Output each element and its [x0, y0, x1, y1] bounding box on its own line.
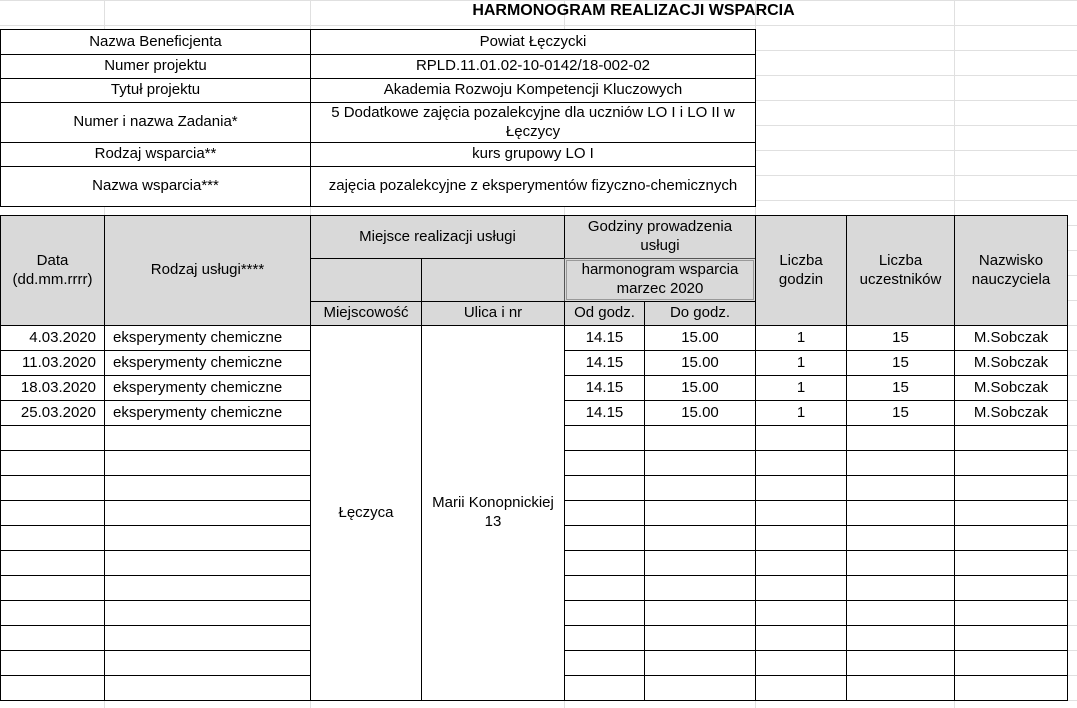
- info-label[interactable]: Rodzaj wsparcia**: [0, 142, 311, 167]
- table-cell-od[interactable]: [564, 550, 645, 576]
- table-cell-godzin[interactable]: [755, 550, 847, 576]
- table-cell-do[interactable]: [644, 425, 756, 451]
- table-cell-uczestnikow[interactable]: [846, 600, 955, 626]
- table-cell-uczestnikow[interactable]: [846, 550, 955, 576]
- header-miejscowosc[interactable]: Miejscowość: [310, 301, 422, 326]
- table-cell-data[interactable]: [0, 450, 105, 476]
- table-cell-uczestnikow[interactable]: [846, 475, 955, 501]
- table-cell-nauczyciel[interactable]: [954, 550, 1068, 576]
- header-do-godz[interactable]: Do godz.: [644, 301, 756, 326]
- table-cell-data[interactable]: [0, 475, 105, 501]
- table-cell-rodzaj[interactable]: [104, 475, 311, 501]
- table-cell-data[interactable]: 18.03.2020: [0, 375, 105, 401]
- table-cell-od[interactable]: [564, 450, 645, 476]
- header-liczba-godzin[interactable]: Liczba godzin: [755, 215, 847, 326]
- table-cell-do[interactable]: [644, 475, 756, 501]
- table-cell-od[interactable]: [564, 675, 645, 701]
- table-cell-do[interactable]: 15.00: [644, 325, 756, 351]
- table-cell-rodzaj[interactable]: [104, 675, 311, 701]
- table-cell-do[interactable]: [644, 600, 756, 626]
- table-cell-rodzaj[interactable]: [104, 575, 311, 601]
- header-nazwisko-nauczyciela[interactable]: Nazwisko nauczyciela: [954, 215, 1068, 326]
- table-cell-rodzaj[interactable]: [104, 525, 311, 551]
- table-cell-data[interactable]: [0, 500, 105, 526]
- table-cell-do[interactable]: [644, 650, 756, 676]
- header-od-godz[interactable]: Od godz.: [564, 301, 645, 326]
- table-cell-uczestnikow[interactable]: [846, 675, 955, 701]
- header-ulica[interactable]: Ulica i nr: [421, 301, 565, 326]
- cell-ulica[interactable]: Marii Konopnickiej 13: [421, 325, 565, 701]
- table-cell-nauczyciel[interactable]: [954, 675, 1068, 701]
- table-cell-od[interactable]: 14.15: [564, 350, 645, 376]
- gridline-h: [0, 25, 1077, 26]
- table-cell-uczestnikow[interactable]: 15: [846, 375, 955, 401]
- table-cell-data[interactable]: [0, 650, 105, 676]
- table-cell-godzin[interactable]: [755, 475, 847, 501]
- table-cell-nauczyciel[interactable]: M.Sobczak: [954, 375, 1068, 401]
- table-cell-nauczyciel[interactable]: [954, 625, 1068, 651]
- info-label[interactable]: Numer i nazwa Zadania*: [0, 102, 311, 143]
- table-cell-od[interactable]: [564, 500, 645, 526]
- table-cell-data[interactable]: [0, 600, 105, 626]
- table-cell-od[interactable]: [564, 650, 645, 676]
- table-cell-do[interactable]: [644, 450, 756, 476]
- table-cell-uczestnikow[interactable]: [846, 575, 955, 601]
- table-cell-do[interactable]: [644, 550, 756, 576]
- table-cell-godzin[interactable]: 1: [755, 325, 847, 351]
- table-cell-nauczyciel[interactable]: [954, 575, 1068, 601]
- table-cell-rodzaj[interactable]: [104, 650, 311, 676]
- info-value[interactable]: zajęcia pozalekcyjne z eksperymentów fizyczno-chemicznych: [310, 166, 756, 207]
- table-cell-rodzaj[interactable]: eksperymenty chemiczne: [104, 325, 311, 351]
- info-value[interactable]: Powiat Łęczycki: [310, 29, 756, 55]
- info-label[interactable]: Tytuł projektu: [0, 78, 311, 103]
- table-cell-data[interactable]: [0, 525, 105, 551]
- table-cell-uczestnikow[interactable]: [846, 500, 955, 526]
- table-cell-nauczyciel[interactable]: [954, 425, 1068, 451]
- table-cell-uczestnikow[interactable]: 15: [846, 325, 955, 351]
- table-cell-data[interactable]: [0, 625, 105, 651]
- table-cell-godzin[interactable]: 1: [755, 375, 847, 401]
- table-cell-uczestnikow[interactable]: [846, 650, 955, 676]
- table-cell-nauczyciel[interactable]: M.Sobczak: [954, 350, 1068, 376]
- table-cell-data[interactable]: [0, 550, 105, 576]
- table-cell-godzin[interactable]: 1: [755, 350, 847, 376]
- header-godziny-prowadzenia[interactable]: Godziny prowadzenia usługi: [564, 215, 756, 259]
- table-cell-od[interactable]: [564, 475, 645, 501]
- table-cell-godzin[interactable]: [755, 525, 847, 551]
- table-cell-godzin[interactable]: [755, 500, 847, 526]
- table-cell-od[interactable]: [564, 525, 645, 551]
- page-title: HARMONOGRAM REALIZACJI WSPARCIA: [472, 2, 795, 19]
- table-cell-godzin[interactable]: 1: [755, 400, 847, 426]
- table-cell-data[interactable]: 4.03.2020: [0, 325, 105, 351]
- table-cell-do[interactable]: [644, 625, 756, 651]
- table-cell-data[interactable]: [0, 425, 105, 451]
- table-cell-od[interactable]: [564, 575, 645, 601]
- info-label[interactable]: Nazwa wsparcia***: [0, 166, 311, 207]
- table-cell-rodzaj[interactable]: [104, 500, 311, 526]
- header-data[interactable]: Data (dd.mm.rrrr): [0, 215, 105, 326]
- header-rodzaj-uslugi[interactable]: Rodzaj usługi****: [104, 215, 311, 326]
- table-cell-uczestnikow[interactable]: [846, 425, 955, 451]
- table-cell-godzin[interactable]: [755, 425, 847, 451]
- table-cell-do[interactable]: 15.00: [644, 350, 756, 376]
- table-cell-do[interactable]: [644, 575, 756, 601]
- table-cell-nauczyciel[interactable]: M.Sobczak: [954, 325, 1068, 351]
- table-cell-data[interactable]: 25.03.2020: [0, 400, 105, 426]
- table-cell-od[interactable]: 14.15: [564, 325, 645, 351]
- info-value[interactable]: 5 Dodatkowe zajęcia pozalekcyjne dla uczniów LO I i LO II w Łęczycy: [310, 102, 756, 143]
- header-liczba-uczestnikow[interactable]: Liczba uczestników: [846, 215, 955, 326]
- info-value[interactable]: RPLD.11.01.02-10-0142/18-002-02: [310, 54, 756, 79]
- table-cell-do[interactable]: 15.00: [644, 375, 756, 401]
- table-cell-nauczyciel[interactable]: [954, 450, 1068, 476]
- table-cell-data[interactable]: [0, 675, 105, 701]
- table-cell-rodzaj[interactable]: [104, 450, 311, 476]
- table-cell-do[interactable]: [644, 500, 756, 526]
- table-cell-uczestnikow[interactable]: 15: [846, 350, 955, 376]
- table-cell-rodzaj[interactable]: eksperymenty chemiczne: [104, 350, 311, 376]
- table-cell-od[interactable]: 14.15: [564, 375, 645, 401]
- table-cell-od[interactable]: 14.15: [564, 400, 645, 426]
- table-cell-rodzaj[interactable]: [104, 425, 311, 451]
- table-cell-do[interactable]: [644, 525, 756, 551]
- table-cell-od[interactable]: [564, 600, 645, 626]
- table-cell-nauczyciel[interactable]: [954, 600, 1068, 626]
- table-cell-godzin[interactable]: [755, 675, 847, 701]
- header-harmonogram[interactable]: harmonogram wsparcia marzec 2020: [564, 258, 756, 302]
- table-cell-godzin[interactable]: [755, 650, 847, 676]
- table-cell-godzin[interactable]: [755, 450, 847, 476]
- table-cell-uczestnikow[interactable]: [846, 525, 955, 551]
- table-cell-do[interactable]: [644, 675, 756, 701]
- table-cell-nauczyciel[interactable]: [954, 500, 1068, 526]
- table-cell-od[interactable]: [564, 425, 645, 451]
- table-cell-uczestnikow[interactable]: 15: [846, 400, 955, 426]
- table-cell-rodzaj[interactable]: eksperymenty chemiczne: [104, 375, 311, 401]
- info-value[interactable]: Akademia Rozwoju Kompetencji Kluczowych: [310, 78, 756, 103]
- table-cell-rodzaj[interactable]: [104, 625, 311, 651]
- header-blank-1[interactable]: [310, 258, 422, 302]
- table-cell-godzin[interactable]: [755, 625, 847, 651]
- cell-miejscowosc[interactable]: Łęczyca: [310, 325, 422, 701]
- table-cell-rodzaj[interactable]: eksperymenty chemiczne: [104, 400, 311, 426]
- info-label[interactable]: Numer projektu: [0, 54, 311, 79]
- header-miejsce-realizacji[interactable]: Miejsce realizacji usługi: [310, 215, 565, 259]
- table-cell-uczestnikow[interactable]: [846, 625, 955, 651]
- table-cell-data[interactable]: [0, 575, 105, 601]
- table-cell-nauczyciel[interactable]: M.Sobczak: [954, 400, 1068, 426]
- table-cell-godzin[interactable]: [755, 600, 847, 626]
- table-cell-data[interactable]: 11.03.2020: [0, 350, 105, 376]
- table-cell-nauczyciel[interactable]: [954, 475, 1068, 501]
- table-cell-nauczyciel[interactable]: [954, 525, 1068, 551]
- table-cell-nauczyciel[interactable]: [954, 650, 1068, 676]
- info-label[interactable]: Nazwa Beneficjenta: [0, 29, 311, 55]
- table-cell-godzin[interactable]: [755, 575, 847, 601]
- table-cell-do[interactable]: 15.00: [644, 400, 756, 426]
- table-cell-uczestnikow[interactable]: [846, 450, 955, 476]
- table-cell-rodzaj[interactable]: [104, 600, 311, 626]
- header-blank-2[interactable]: [421, 258, 565, 302]
- info-value[interactable]: kurs grupowy LO I: [310, 142, 756, 167]
- table-cell-rodzaj[interactable]: [104, 550, 311, 576]
- table-cell-od[interactable]: [564, 625, 645, 651]
